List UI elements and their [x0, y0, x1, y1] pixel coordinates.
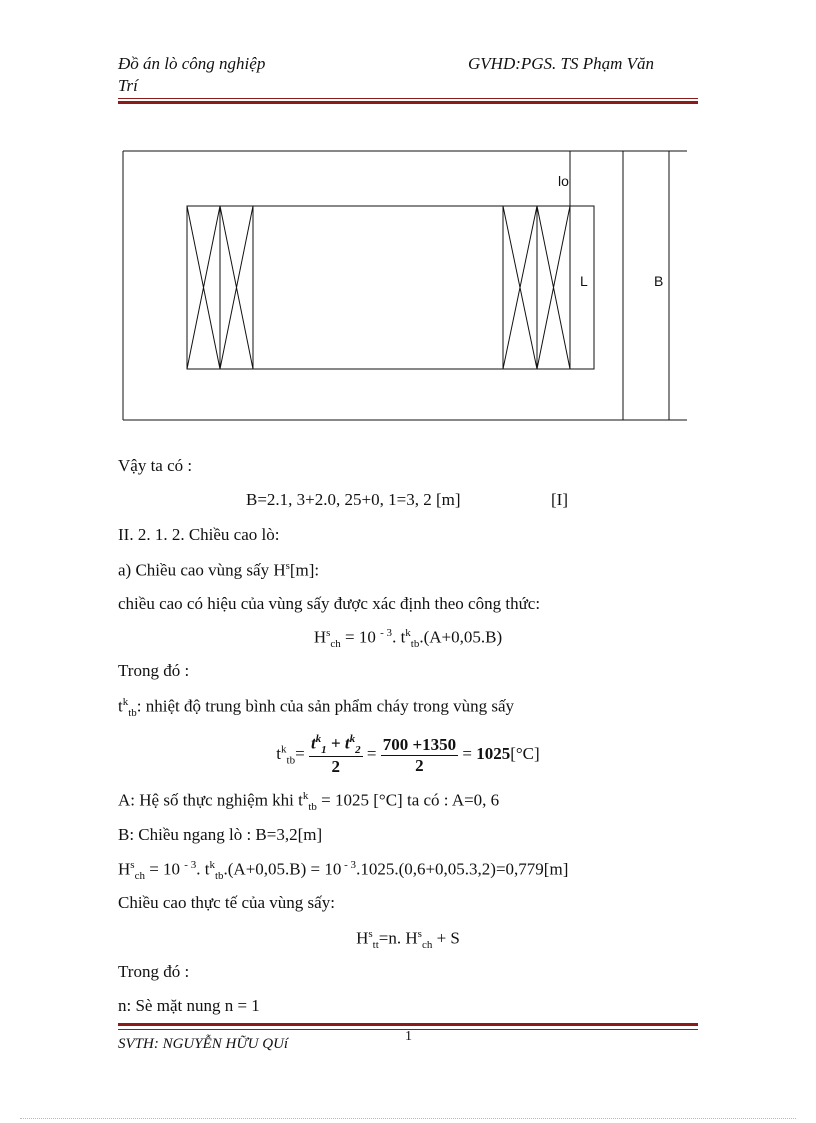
label-B: B: [654, 273, 664, 289]
n-definition: n: Sè mặt nung n = 1: [118, 996, 260, 1015]
formula-Htt: $H^s_{tt}=n$. $H^s_{ch} + S$: [356, 928, 460, 952]
trong-do-2: Trong đó :: [118, 962, 190, 981]
Hch-calculation: $H^s_{ch} = 10$ $^{- 3}$. $t^k_{tb}.(A+0,05.B) = 10$ $^{- 3}$.1025.(0,6+0,05.3,2)=0,779[m]: [118, 859, 569, 883]
fraction-numeric: $\frac{700 +1350}{2}$: [382, 734, 457, 775]
subsection-a: a) Chiều cao vùng sấy $H^s[m]$:: [118, 560, 320, 580]
B-width-line: B: Chiều ngang lò : B=3,2[m]: [118, 825, 323, 844]
footer-rule-thick: [118, 1023, 698, 1026]
section-heading: II. 2. 1. 2. Chiều cao lò:: [118, 525, 280, 544]
equation-B: B=2.1, 3+2.0, 25+0, 1=3, 2 [m]: [246, 490, 461, 509]
label-lo: lo: [558, 173, 569, 189]
formula-ttb: $t^k_{tb}=$ $\frac{t^k_1 + t^k_2}{2}$ = $\frac{700 +1350}{2}$ = 1025[°C]: [276, 733, 540, 777]
label-L: L: [580, 273, 588, 289]
equation-B-tag: [I]: [551, 490, 568, 509]
fraction-symbolic: $\frac{t^k_1 + t^k_2}{2}$: [310, 733, 361, 777]
furnace-plan-diagram: [0, 0, 816, 440]
A-coefficient-line: A: Hệ số thực nghiệm khi $t^k_{tb} = 1025$ [°C] ta có : A=0, 6: [118, 790, 500, 814]
formula-description: chiều cao có hiệu của vùng sấy được xác định theo công thức:: [118, 594, 541, 613]
page-number: 1: [405, 1029, 412, 1044]
trong-do-1: Trong đó :: [118, 661, 190, 680]
header-instructor: GVHD:PGS. TS Phạm Văn: [468, 54, 655, 73]
ttb-definition: $t^k_{tb}$: nhiệt độ trung bình của sản phẩm cháy trong vùng sấy: [118, 696, 515, 720]
header-title-continued: Trí: [118, 76, 138, 95]
page-bottom-dotted-border: [20, 1118, 796, 1119]
vay-ta-co: Vậy ta có :: [118, 456, 193, 475]
formula-Hch: $H^s_{ch} = 10$ $^{- 3}$. $t^k_{tb}.(A+0,05.B)$: [313, 627, 503, 651]
actual-height-heading: Chiều cao thực tế của vùng sấy:: [118, 893, 335, 912]
footer-student: SVTH: NGUYỄN HỮU QUí: [118, 1036, 289, 1052]
header-title: Đồ án lò công nghiệp: [118, 54, 266, 73]
